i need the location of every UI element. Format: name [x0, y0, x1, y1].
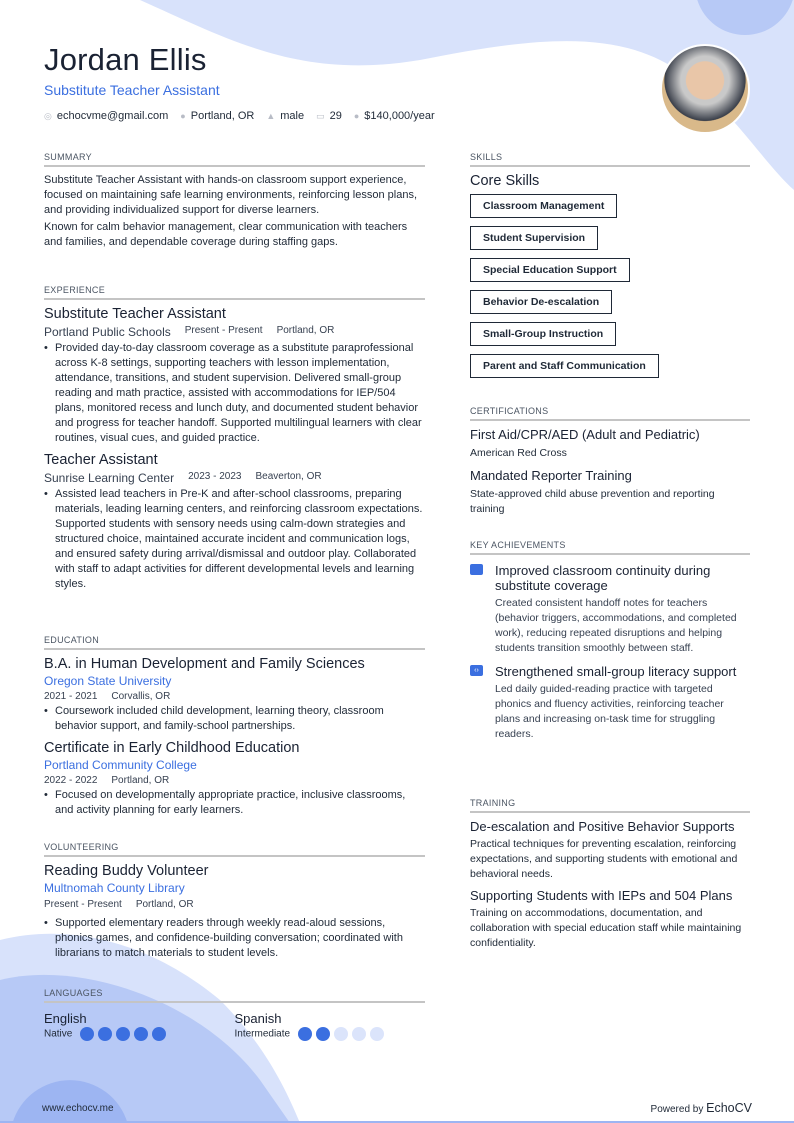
summary-text: Substitute Teacher Assistant with hands-on classroom support experience, focused on maintaining safe learning environments, reinforcing lesson plans, and providing individualized support for diverse learners. [44, 174, 417, 216]
language-item [44, 1009, 235, 1041]
skill-tag: Parent and Staff Communication [470, 354, 659, 378]
skills-section [470, 152, 750, 386]
job-title: Substitute Teacher Assistant [44, 306, 226, 322]
edu-location: Portland, OR [111, 775, 170, 786]
training-item [470, 819, 750, 882]
achievement-item [470, 662, 750, 742]
cert-desc: State-approved child abuse prevention and reporting training [470, 488, 715, 515]
section-heading: SUMMARY [44, 152, 425, 167]
skill-tag: Behavior De-escalation [470, 290, 612, 314]
speech-bubble-icon [470, 564, 483, 575]
training-desc: Practical techniques for preventing escalation, reinforcing expectations, and supporting students with emotional and behavioral needs. [470, 838, 738, 880]
code-icon: ‹› [470, 665, 483, 676]
training-item [470, 888, 750, 951]
training-desc: Training on accommodations, documentation, and collaboration with special education staff while maintaining confidentiality. [470, 907, 742, 949]
contact-text: $140,000/year [364, 110, 435, 122]
skill-tag: Classroom Management [470, 194, 617, 218]
edu-bullet: • Coursework included child development, learning theory, classroom behavior support, and family-school partnerships. [44, 704, 425, 734]
achievement-title: Improved classroom continuity during substitute coverage [495, 563, 711, 593]
powered-prefix: Powered by [650, 1104, 704, 1115]
training-title: De-escalation and Positive Behavior Supports [470, 819, 735, 834]
education-item [44, 740, 425, 818]
volunteer-dates: Present - Present [44, 899, 122, 910]
location-icon: ● [180, 111, 186, 121]
achievement-item [470, 561, 750, 656]
school-name: Oregon State University [44, 674, 172, 688]
rating-dot [80, 1027, 94, 1041]
rating-dot [370, 1027, 384, 1041]
school-name: Portland Community College [44, 758, 197, 772]
contact-item [44, 110, 168, 122]
contact-item [354, 110, 435, 122]
job-location: Portland, OR [276, 325, 335, 336]
job-bullet: • Assisted lead teachers in Pre-K and after-school classrooms, preparing materials, leading learning centers, and reinforcing classroom expectations. Supported students with sensory needs using calm-down strategies and structured choice, maintained accurate incident and communication logs, and ensured safety during arrival/dismissal and outdoor play. Collaborated with staff to adapt activities for different developmental levels and learning styles. [44, 487, 425, 592]
achievement-desc: Created consistent handoff notes for teachers (behavior triggers, accommodations, and completed work), reducing repeated disruptions and helping students transition smoothly between staff. [495, 597, 737, 654]
edu-bullet: • Focused on developmentally appropriate practice, inclusive classrooms, and activity planning for early learners. [44, 788, 425, 818]
job-title: Teacher Assistant [44, 452, 158, 468]
rating-dot [98, 1027, 112, 1041]
rating-dot [152, 1027, 166, 1041]
cert-title: Mandated Reporter Training [470, 468, 632, 483]
cert-title: First Aid/CPR/AED (Adult and Pediatric) [470, 427, 700, 442]
cert-desc: American Red Cross [470, 447, 567, 459]
contact-text: male [280, 110, 305, 122]
section-heading: TRAINING [470, 798, 750, 813]
language-rating [80, 1027, 166, 1041]
candidate-title: Substitute Teacher Assistant [44, 82, 220, 98]
edu-location: Corvallis, OR [111, 691, 171, 702]
certification-item [470, 427, 750, 461]
language-level: Native [44, 1028, 73, 1040]
volunteer-location: Portland, OR [135, 899, 194, 910]
language-item [235, 1009, 426, 1041]
job-bullet: • Provided day-to-day classroom coverage as a substitute paraprofessional across K-8 settings, supporting teachers with lesson implementation, attendance, transitions, and student supervision. Delivered small-group reading and math practice, assisted with accommodations for IEP/504 plans, monitored recess and lunch duty, and documented student behavior and progress for teacher handoff. Supported multilingual learners with clear routines, visual cues, and guided practice. [44, 341, 425, 446]
candidate-name: Jordan Ellis [44, 42, 207, 77]
person-icon: ▲ [266, 111, 276, 121]
company-name: Portland Public Schools [44, 325, 171, 339]
rating-dot [116, 1027, 130, 1041]
degree: Certificate in Early Childhood Education [44, 740, 300, 756]
section-heading: CERTIFICATIONS [470, 406, 750, 421]
contact-text: echocvme@gmail.com [56, 110, 169, 122]
edu-dates: 2021 - 2021 [44, 691, 98, 702]
rating-dot [134, 1027, 148, 1041]
education-item [44, 656, 425, 734]
volunteer-title: Reading Buddy Volunteer [44, 863, 209, 879]
rating-dot [298, 1027, 312, 1041]
language-rating [298, 1027, 384, 1041]
achievement-title: Strengthened small-group literacy support [495, 664, 737, 679]
job-dates: 2023 - 2023 [188, 471, 242, 482]
experience-section [44, 285, 425, 598]
language-name: English [44, 1011, 87, 1026]
at-icon: ◎ [44, 111, 52, 121]
rating-dot [352, 1027, 366, 1041]
contact-text: 29 [329, 110, 342, 122]
skill-tag: Special Education Support [470, 258, 630, 282]
volunteering-section [44, 842, 425, 961]
rating-dot [334, 1027, 348, 1041]
profile-photo [660, 44, 750, 134]
contact-item [266, 110, 304, 122]
brand-name: EchoCV [706, 1101, 752, 1115]
job-dates: Present - Present [184, 325, 263, 336]
achievement-desc: Led daily guided-reading practice with targeted phonics and fluency activities, reinforcing teacher plans and increasing on-task time for struggling readers. [495, 683, 724, 740]
section-heading: EXPERIENCE [44, 285, 425, 300]
summary-section [44, 152, 425, 250]
skill-tag: Small-Group Instruction [470, 322, 616, 346]
skill-tag: Student Supervision [470, 226, 598, 250]
contact-list [44, 110, 435, 122]
header [44, 42, 435, 122]
skills-subheading: Core Skills [470, 173, 540, 189]
contact-item [316, 110, 342, 122]
summary-text: Known for calm behavior management, clear communication with teachers and families, and dependable coverage during staffing gaps. [44, 221, 408, 248]
calendar-icon: ▭ [316, 111, 325, 121]
volunteer-bullet: • Supported elementary readers through weekly read-aloud sessions, phonics games, and confidence-building conversation; coordinated with librarians to match materials to student levels. [44, 916, 425, 961]
company-name: Sunrise Learning Center [44, 471, 175, 485]
job-location: Beaverton, OR [255, 471, 322, 482]
section-heading: EDUCATION [44, 635, 425, 650]
training-title: Supporting Students with IEPs and 504 Plans [470, 888, 733, 903]
section-heading: SKILLS [470, 152, 750, 167]
language-name: Spanish [234, 1011, 282, 1026]
dollar-icon: ● [353, 111, 360, 121]
website-link[interactable]: www.echocv.me [42, 1103, 114, 1114]
certifications-section [470, 406, 750, 524]
languages-section [44, 988, 425, 1041]
achievements-section [470, 540, 750, 748]
experience-item [44, 452, 425, 592]
rating-dot [316, 1027, 330, 1041]
language-level: Intermediate [234, 1028, 291, 1040]
section-heading: VOLUNTEERING [44, 842, 425, 857]
volunteer-org: Multnomah County Library [44, 881, 185, 895]
certification-item [470, 468, 750, 517]
section-heading: LANGUAGES [44, 988, 425, 1003]
contact-item [180, 110, 254, 122]
section-heading: KEY ACHIEVEMENTS [470, 540, 750, 555]
contact-text: Portland, OR [190, 110, 255, 122]
powered-by [651, 1101, 752, 1115]
training-section [470, 798, 750, 957]
experience-item [44, 306, 425, 446]
edu-dates: 2022 - 2022 [44, 775, 98, 786]
education-section [44, 635, 425, 824]
degree: B.A. in Human Development and Family Sciences [44, 656, 365, 672]
